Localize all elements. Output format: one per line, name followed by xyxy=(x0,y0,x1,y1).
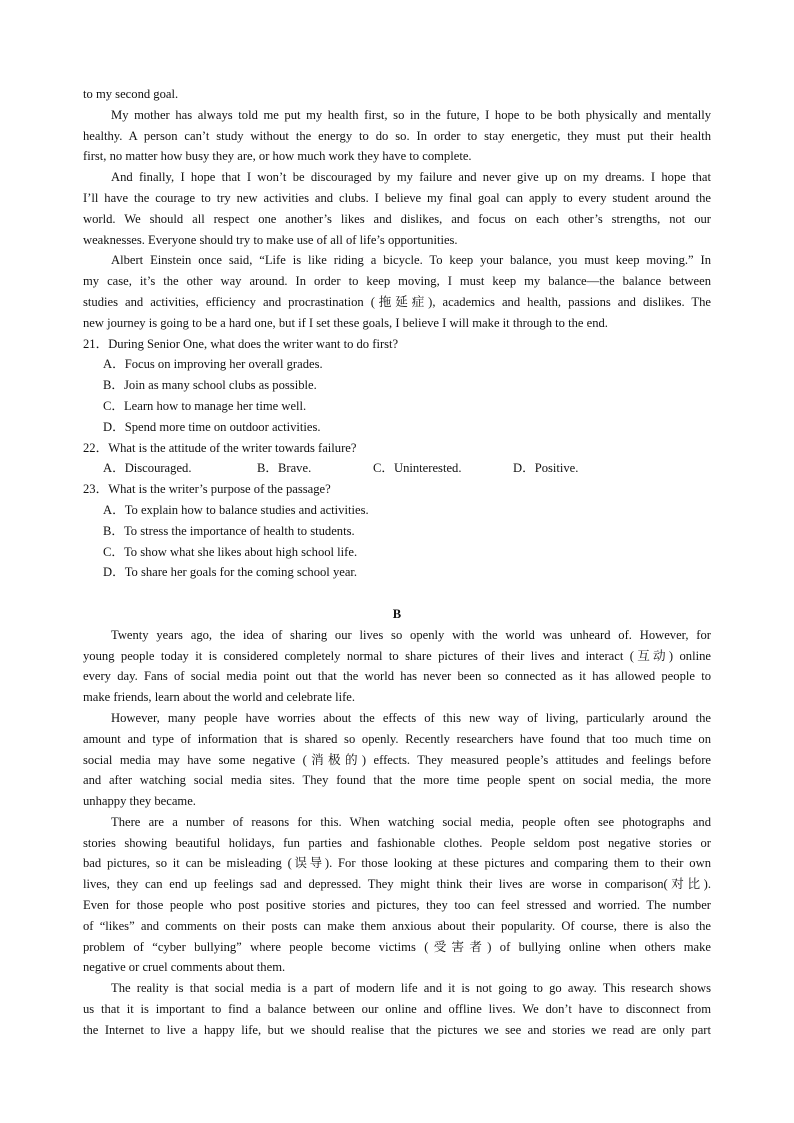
paragraph-finally-line: world. We should all respect one another’s likes and dislikes, and focus on each other’s strengths, not our xyxy=(83,211,711,226)
paragraph-reasons-line: of “likes” and comments on their posts can make them anxious about their popularity. Of course, there is also the xyxy=(83,918,711,933)
paragraph-health-line: first, no matter how busy they are, or how much work they have to complete. xyxy=(83,149,472,164)
paragraph-worries-line: social media may have some negative (消极的) effects. They measured people’s attitudes and feelings before xyxy=(83,752,711,767)
answer-option: A．To explain how to balance studies and activities. xyxy=(103,502,369,517)
paragraph-twenty-years-line: Twenty years ago, the idea of sharing our lives so openly with the world was unheard of. However, for xyxy=(111,627,711,642)
question-23: 23．What is the writer’s purpose of the passage? xyxy=(83,482,331,497)
paragraph-worries-line: and after watching social media sites. They found that the more time people spent on social media, the more xyxy=(83,773,711,788)
paragraph-einstein-line: my case, it’s the other way around. In order to keep moving, I must keep my balance—the balance between xyxy=(83,274,711,289)
paragraph-continuation-line: to my second goal. xyxy=(83,87,179,101)
answer-option: D．To share her goals for the coming school year. xyxy=(103,565,358,580)
paragraph-reasons-line: problem of “cyber bullying” where people become victims (受害者) of bullying online when others make xyxy=(83,939,711,954)
paragraph-einstein-line: studies and activities, efficiency and procrastination (拖延症), academics and health, passions and dislikes. The xyxy=(83,294,711,309)
document-page xyxy=(83,84,711,1041)
paragraph-reality-line: The reality is that social media is a part of modern life and it is not going to go away. This research shows xyxy=(111,981,711,996)
paragraph-reasons-line: There are a number of reasons for this. When watching social media, people often see photographs and xyxy=(111,814,711,829)
question-21: 21．During Senior One, what does the writer want to do first? xyxy=(83,336,399,351)
answer-option: C．Learn how to manage her time well. xyxy=(103,398,307,413)
paragraph-worries-line: amount and type of information that is shared so openly. Recently researchers have found that too much time on xyxy=(83,731,711,746)
paragraph-finally-line: I’ll have the courage to try new activities and clubs. I believe my final goal can apply to every student around the xyxy=(83,190,711,205)
paragraph-reasons-line: lives, they can end up feelings sad and depressed. They might think their lives are worse in comparison(对比). xyxy=(83,877,711,892)
answer-option: B．Join as many school clubs as possible. xyxy=(103,378,317,393)
paragraph-health-line: healthy. A person can’t study without the energy to do so. In order to stay energetic, they must put their health xyxy=(83,128,711,143)
answer-option: D．Spend more time on outdoor activities. xyxy=(103,419,321,434)
answer-option: C．Uninterested. xyxy=(373,461,462,476)
paragraph-twenty-years-line: young people today it is considered completely normal to share pictures of their lives and interact (互动) online xyxy=(83,648,711,663)
paragraph-reasons-line: stories showing beautiful holidays, fun parties and fashionable clothes. People seldom post negative stories or xyxy=(83,835,711,850)
answer-options-row xyxy=(83,458,711,479)
paragraph-reality-line: us that it is important to find a balance between our online and offline lives. We don’t have to disconnect from xyxy=(83,1002,711,1017)
question-22: 22．What is the attitude of the writer towards failure? xyxy=(83,440,357,455)
paragraph-reality-line: the Internet to live a happy life, but we should realise that the pictures we see and stories we read are only part xyxy=(83,1022,711,1037)
paragraph-einstein-line: new journey is going to be a hard one, but if I set these goals, I believe I will make it through to the end. xyxy=(83,315,608,330)
paragraph-health-line: My mother has always told me put my health first, so in the future, I hope to be both physically and mentally xyxy=(111,107,711,122)
answer-option: D．Positive. xyxy=(513,461,579,476)
paragraph-finally-line: And finally, I hope that I won’t be discouraged by my failure and never give up on my dreams. I hope that xyxy=(111,170,711,185)
paragraph-reasons-line: negative or cruel comments about them. xyxy=(83,960,286,975)
paragraph-twenty-years-line: make friends, learn about the world and celebrate life. xyxy=(83,690,356,705)
paragraph-reasons-line: bad pictures, so it can be misleading (误导). For those looking at these pictures and comparing them to their own xyxy=(83,856,711,871)
answer-option: C．To show what she likes about high school life. xyxy=(103,544,358,559)
answer-option: B．To stress the importance of health to students. xyxy=(103,523,355,538)
paragraph-worries-line: However, many people have worries about the effects of this new way of living, particularly around the xyxy=(111,710,711,725)
answer-option: A．Discouraged. xyxy=(103,461,192,476)
paragraph-twenty-years-line: every day. Fans of social media point out that the world has never been so connected as it has allowed people to xyxy=(83,669,711,684)
answer-option: B．Brave. xyxy=(257,461,312,476)
paragraph-reasons-line: Even for those people who post positive stories and pictures, they too can feel stressed and worried. The number xyxy=(83,898,711,913)
section-heading-b: B xyxy=(392,606,402,621)
blank-line xyxy=(83,583,711,604)
paragraph-worries-line: unhappy they became. xyxy=(83,794,196,809)
answer-option: A．Focus on improving her overall grades. xyxy=(103,357,323,372)
paragraph-finally-line: weaknesses. Everyone should try to make use of all of life’s opportunities. xyxy=(83,232,458,247)
paragraph-einstein-line: Albert Einstein once said, “Life is like riding a bicycle. To keep your balance, you must keep moving.” In xyxy=(111,253,711,268)
